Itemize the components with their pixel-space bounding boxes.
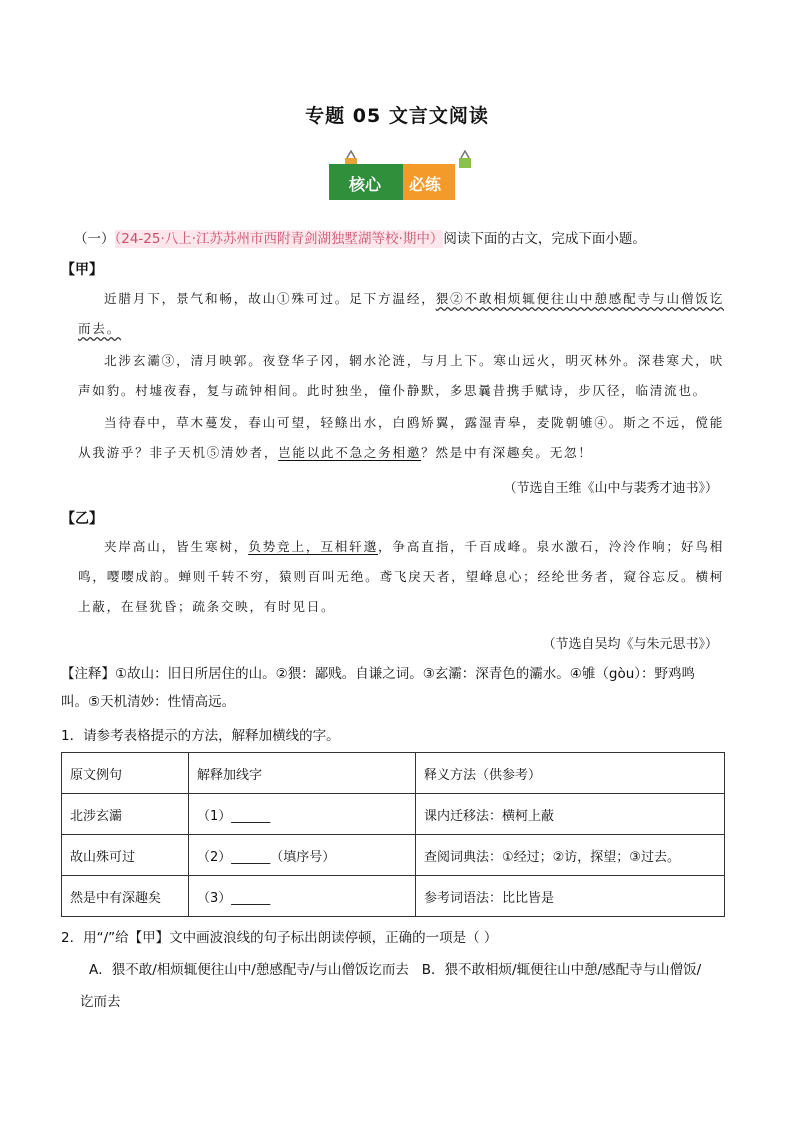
- table-header-cell: 解释加线字: [189, 753, 416, 794]
- core-practice-badge: [329, 150, 455, 204]
- section-intro: [74, 227, 646, 247]
- answer-table: [61, 752, 725, 917]
- table-row: [62, 876, 725, 917]
- table-row: [62, 835, 725, 876]
- table-cell: 查阅词典法：①经过；②访，探望；③过去。: [416, 835, 725, 876]
- jia-citation: （节选自王维《山中与裴秀才迪书》）: [503, 481, 718, 496]
- question-2-options: [89, 958, 701, 978]
- table-cell: 故山殊可过: [62, 835, 189, 876]
- jia-heading: 【甲】: [61, 262, 103, 278]
- jia-paragraph-1: 近腊月下，景气和畅，故山①殊可过。足下方温经，猥②不敢相烦辄便往山中憩感配寺与山僧饭讫而去。: [78, 291, 725, 336]
- question-2-stem: 2．用“/”给【甲】文中画波浪线的句子标出朗读停顿，正确的一项是（ ）: [61, 930, 498, 946]
- option-b-continuation: 讫而去: [80, 994, 121, 1010]
- question-1-stem: 1．请参考表格提示的方法，解释加横线的字。: [61, 728, 340, 744]
- yi-paragraph: 夹岸高山，皆生寒树，负势竞上，互相轩邈，争高直指，千百成峰。泉水激石，泠泠作响；好鸟相鸣，嘤嘤成韵。蝉则千转不穷，猿则百叫无绝。鸢飞戾天者，望峰息心；经纶世务者，窥谷忘反。横柯上蔽，在昼犹昏；疏条交映，有时见日。: [78, 539, 724, 614]
- answer-blank-cell[interactable]: （1）______: [189, 794, 416, 835]
- binder-clip-icon: [457, 150, 473, 170]
- wavy-sentence: 猥②不敢相烦辄便往山中憩感配寺与山僧饭讫而去。: [78, 291, 725, 336]
- table-header-row: [62, 753, 725, 794]
- underlined-phrase: 负势竞上，互相轩邈: [248, 539, 379, 554]
- badge-practice-label: 必练: [409, 175, 442, 194]
- badge-core-label: 核心: [349, 175, 382, 194]
- yi-heading: 【乙】: [61, 511, 103, 527]
- table-cell: 然是中有深趣矣: [62, 876, 189, 917]
- table-row: [62, 794, 725, 835]
- table-header-cell: 原文例句: [62, 753, 189, 794]
- table-cell: 课内迁移法：横柯上蔽: [416, 794, 725, 835]
- section-instruction: 阅读下面的古文，完成下面小题。: [443, 231, 646, 247]
- page-title: 专题 05 文言文阅读: [305, 105, 489, 127]
- annotations: 【注释】①故山：旧日所居住的山。②猥：鄙贱。自谦之词。③玄灞：深青色的灞水。④雊（gòu）：野鸡鸣叫。⑤天机清妙：性情高远。: [61, 666, 696, 710]
- option-a[interactable]: A．猥不敢/相烦辄便往山中/憩感配寺/与山僧饭讫而去: [89, 962, 409, 978]
- table-cell: 参考词语法：比比皆是: [416, 876, 725, 917]
- jia-paragraph-2: 北涉玄灞③，清月映郭。夜登华子冈，辋水沦涟，与月上下。寒山远火，明灭林外。深巷寒犬，吠声如豹。村墟夜舂，复与疏钟相间。此时独坐，僮仆静默，多思曩昔携手赋诗，步仄径，临清流也。: [78, 353, 724, 398]
- yi-citation: （节选自吴均《与朱元思书》）: [542, 637, 718, 652]
- answer-blank-cell[interactable]: （3）______: [189, 876, 416, 917]
- answer-blank-cell[interactable]: （2）______（填序号）: [189, 835, 416, 876]
- table-cell: 北涉玄灞: [62, 794, 189, 835]
- jia-paragraph-3: 当待春中，草木蔓发，春山可望，轻鲦出水，白鸥矫翼，露湿青皋，麦陇朝雊④。斯之不远，傥能从我游乎？非子天机⑤清妙者，岂能以此不急之务相邀？然是中有深趣矣。无忽！: [78, 415, 724, 460]
- underlined-sentence: 岂能以此不急之务相邀: [278, 445, 422, 460]
- source-tag: （24-25·八上·江苏苏州市西附青剑湖独墅湖等校·期中）: [114, 231, 444, 247]
- option-b[interactable]: B．猥不敢相烦/辄便往山中憩/感配寺与山僧饭/: [421, 962, 702, 978]
- section-prefix: （一）: [74, 231, 115, 247]
- table-header-cell: 释义方法（供参考）: [416, 753, 725, 794]
